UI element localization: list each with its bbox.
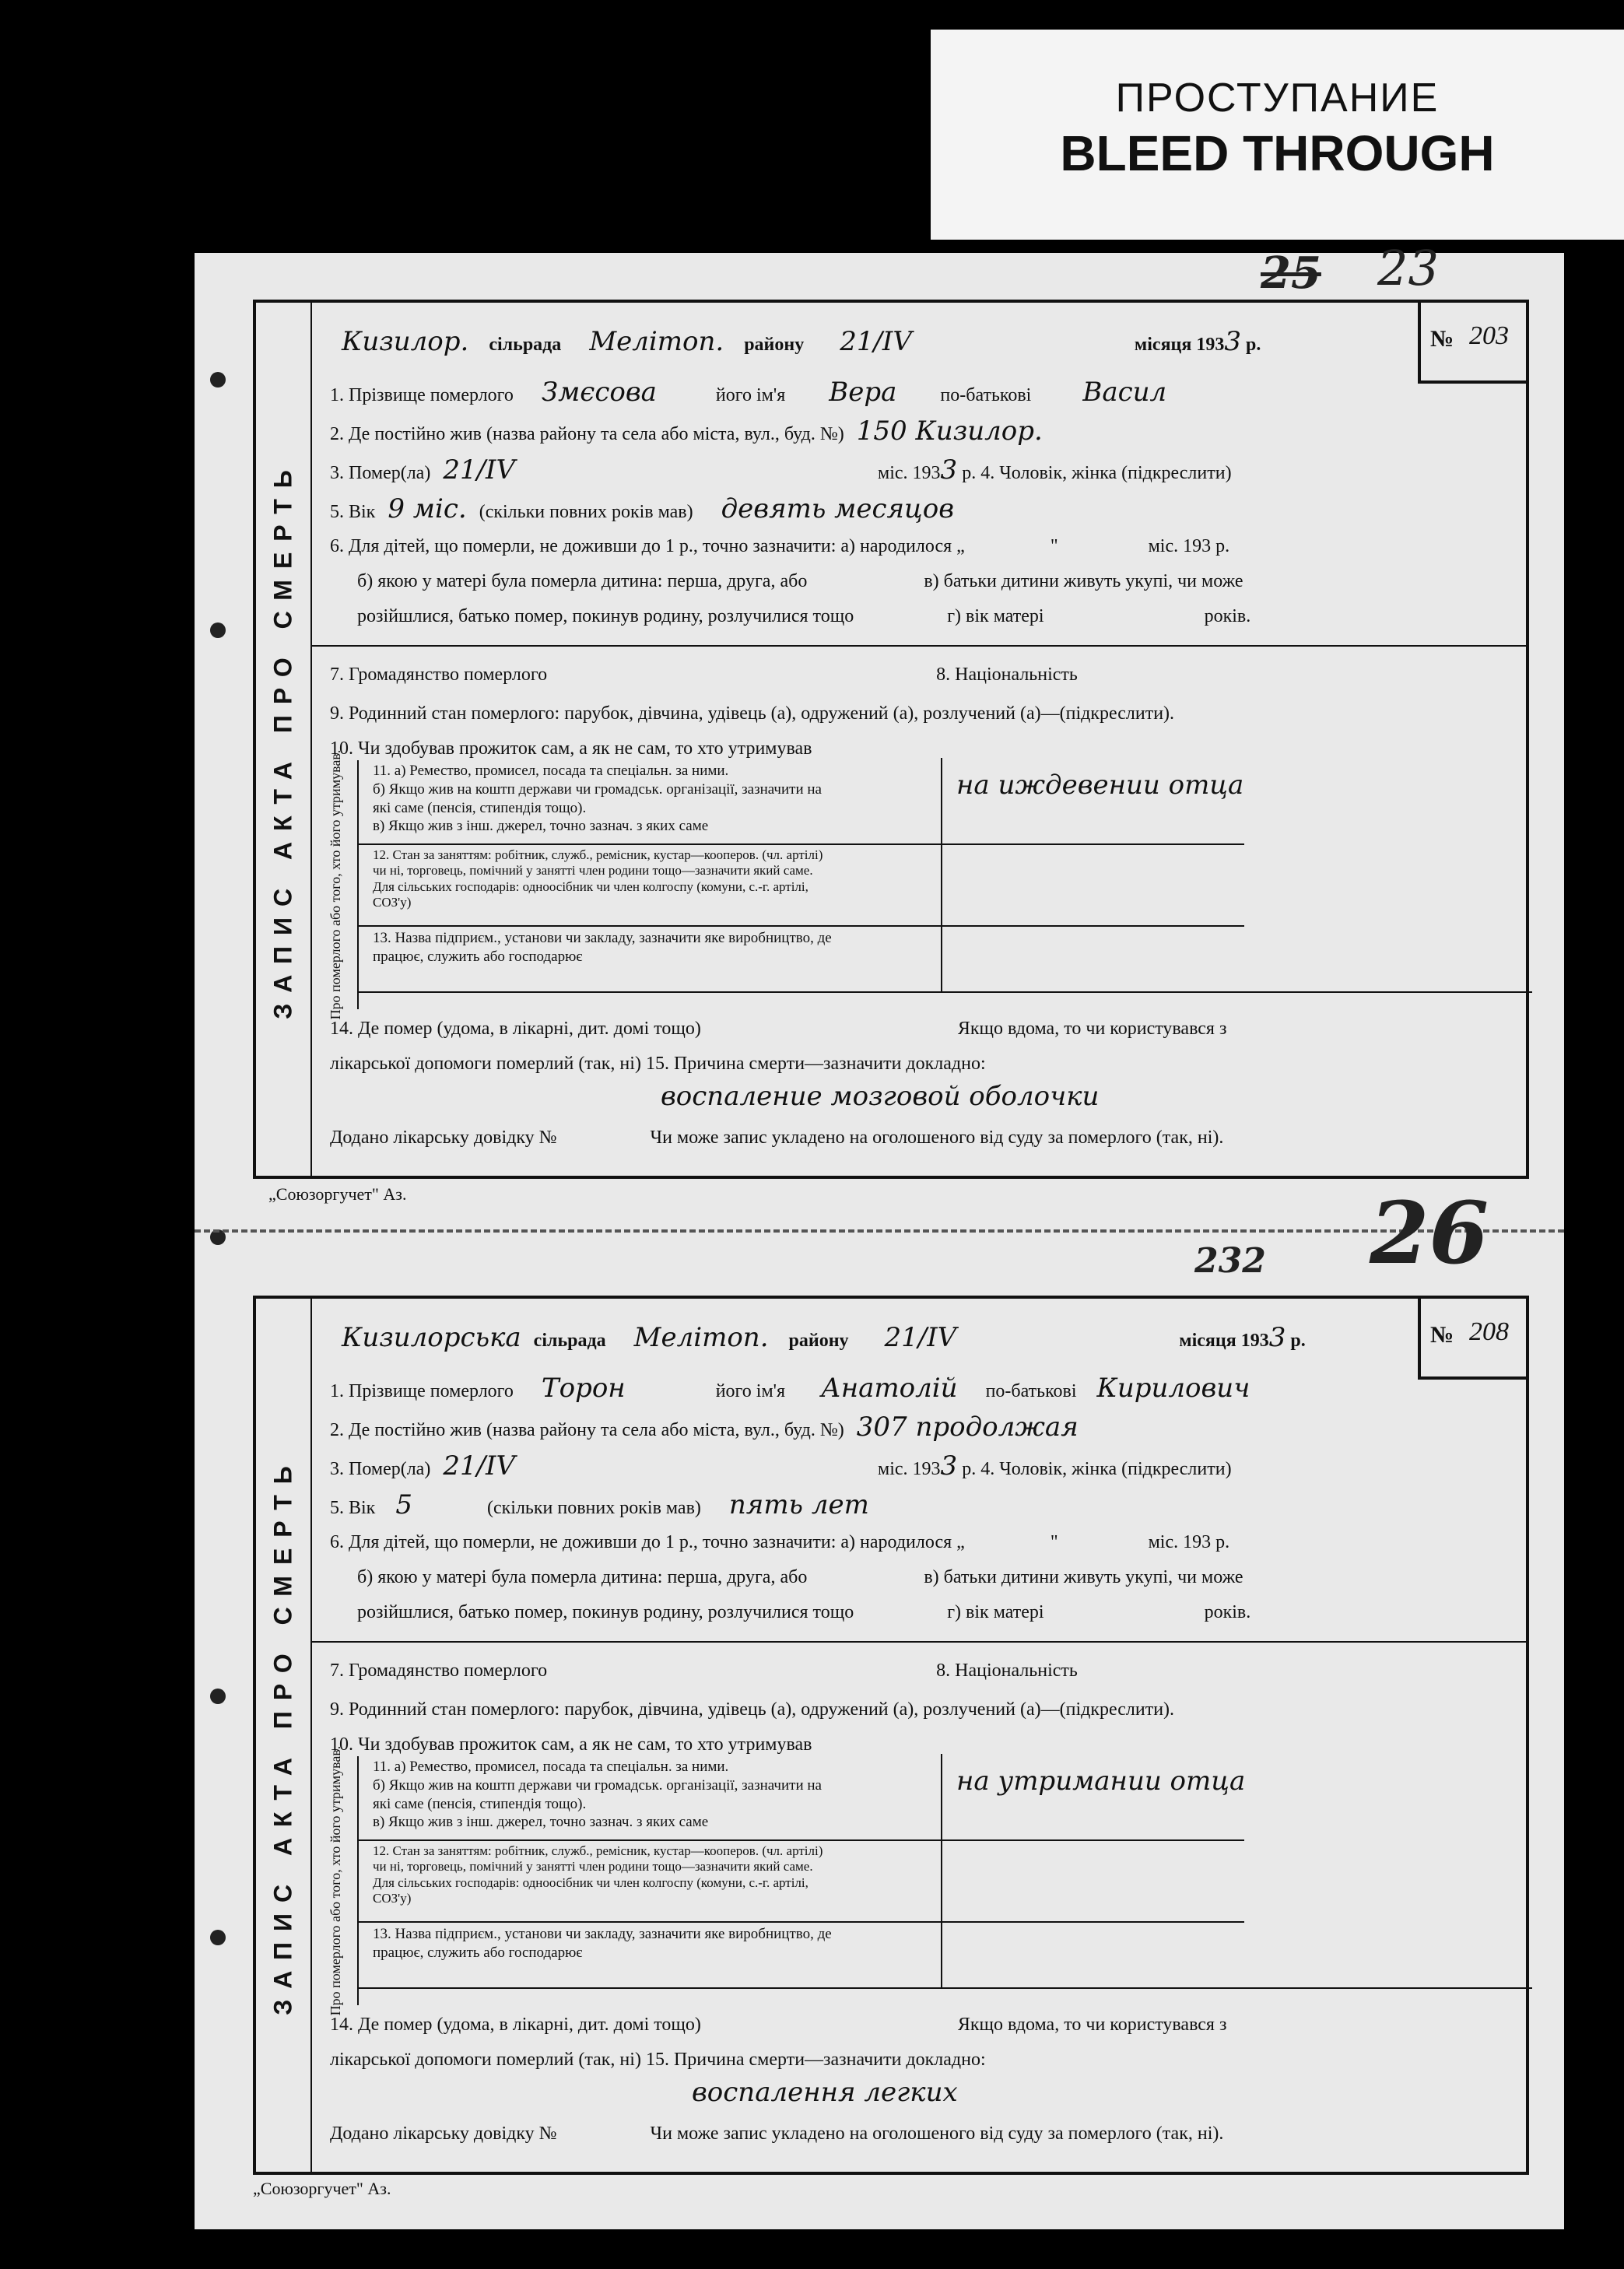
support-value: на утримании отца [956,1766,1246,1797]
bleed-through-label [931,30,1624,240]
record-side-title: ЗАПИС АКТА ПРО СМЕРТЬ [256,1299,312,2172]
record-number-box: № 203 [1418,300,1529,384]
record-number-box: № 208 [1418,1296,1529,1380]
pencil-number-old: 25 [1261,247,1321,299]
printer-mark: „Союзоргучет" Аз. [253,2179,391,2198]
label-line-1: ПРОСТУПАНИЕ [1115,75,1440,121]
pencil-number-new: 26 [1370,1183,1489,1283]
punch-hole [210,372,226,388]
support-side-label: Про померлого або того, хто його утримував. [314,760,359,1009]
cause-of-death: воспаление мозговой оболочки [661,1081,1100,1112]
label-line-2: BLEED THROUGH [1060,125,1495,181]
death-record-2: ЗАПИС АКТА ПРО СМЕРТЬ № 208 Кизилорська сільрада Мелітоп. району 21/IV місяця 1933 р. 1. Прізвище померлого Торон його ім'я Анатолій по-батькові Кирилович 2. Де постійно жив (назва району та села або міста, вул., буд. №) 307 продолжая 3. Помер(ла) 21/IV міс. 1933 р. 4. Чоловік, жінка (підкреслити) 5. Вік 5 (скільки повних років мав) пять лет 6. Для дітей, що померли, не доживши до 1 р., точно зазначити: а) народилося „ " міс. 193 р. б) якою у матері була померла дитина: перша, друга, або в) батьки дитини живуть укупі, чи може розійшлися, батько помер, покинув родину, розлучилися тощо г) вік матері років. 7. Громадянство померлого 8. Національність 9. Родинний стан померлого: парубок, дівчина, удівець (а), одружений (а), розлучений (а)—(підкреслити). 10. Чи здобував прожиток сам, а як не сам, то хто утримував Про померлого або того, хто його утримував. 11. а) Ремество, промисел, посада та спеціальн. за ними. б) Якщо жив на коштп держави чи громадськ. організації, зазначити на які саме (пенсія, стипендія тощо). в) Якщо жив з інш. джерел, точно зазнач. з яких саме 12. Стан за заняттям: робітник, служб., ремісник, кустар—кооперов. (чл. артілі) чи ні, торговець, помічний у занятті член родини тощо—зазначити який саме. Для сільських господарів: одноосібник чи член колгоспу (комуни, с.-г. артілі, СОЗ'у) 13. Назва підприєм., установи чи закладу, зазначити яке виробництво, де працює, служить або господарює на утримании отца 14. Де помер (удома, в лікарні, дит. домі тощо) Якщо вдома, то чи користувався з лікарської допомоги померлий (так, ні) 15. Причина смерти—зазначити докладно: воспалення легких Додано лікарську довідку № Чи може запис укладено на оголошеного від суду за померлого (так, ні). [253,1296,1529,2175]
punch-hole [210,1689,226,1704]
death-record-1: ЗАПИС АКТА ПРО СМЕРТЬ № 203 Кизилор. сільрада Мелітоп. району 21/IV місяця 1933 р. 1. Прізвище померлого Змєсова його ім'я Вера по-батькові Васил 2. Де постійно жив (назва району та села або міста, вул., буд. №) 150 Кизилор. 3. Помер(ла) 21/IV міс. 1933 р. 4. Чоловік, жінка (підкреслити) 5. Вік 9 міс. (скільки повних років мав) девять месяцов 6. Для дітей, що померли, не доживши до 1 р., точно зазначити: а) народилося „ " міс. 193 р. б) якою у матері була померла дитина: перша, друга, або в) батьки дитини живуть укупі, чи може розійшлися, батько помер, покинув родину, розлучилися тощо г) вік матері років. 7. Громадянство померлого 8. Національність 9. Родинний стан померлого: парубок, дівчина, удівець (а), одружений (а), розлучений (а)—(підкреслити). 10. Чи здобував прожиток сам, а як не сам, то хто утримував Про померлого або того, хто його утримував. 11. а) Ремество, промисел, посада та спеціальн. за ними. б) Якщо жив на коштп держави чи громадськ. організації, зазначити на які саме (пенсія, стипендія тощо). в) Якщо жив з інш. джерел, точно зазнач. з яких саме 12. Стан за заняттям: робітник, служб., ремісник, кустар—кооперов. (чл. артілі) чи ні, торговець, помічний у занятті член родини тощо—зазначити який саме. Для сільських господарів: одноосібник чи член колгоспу (комуни, с.-г. артілі, СОЗ'у) 13. Назва підприєм., установи чи закладу, зазначити яке виробництво, де працює, служить або господарює на иждевении отца 14. Де помер (удома, в лікарні, дит. домі тощо) Якщо вдома, то чи користувався з лікарської допомоги померлий (так, ні) 15. Причина смерти—зазначити докладно: воспаление мозговой оболочки Додано лікарську довідку № Чи може запис укладено на оголошеного від суду за померлого (так, ні). [253,300,1529,1179]
punch-hole [210,1930,226,1945]
pencil-number-new: 23 [1377,240,1439,296]
record-number: 208 [1469,1317,1509,1346]
printer-mark: „Союзоргучет" Аз. [268,1184,407,1204]
record-side-title: ЗАПИС АКТА ПРО СМЕРТЬ [256,303,312,1176]
support-value: на иждевении отца [956,770,1244,801]
pencil-number-old: 232 [1194,1241,1266,1281]
cut-line [195,1229,1564,1233]
support-side-label: Про померлого або того, хто його утримував. [314,1756,359,2005]
record-number: 203 [1469,321,1509,350]
punch-hole [210,622,226,638]
cause-of-death: воспалення легких [692,2077,958,2108]
